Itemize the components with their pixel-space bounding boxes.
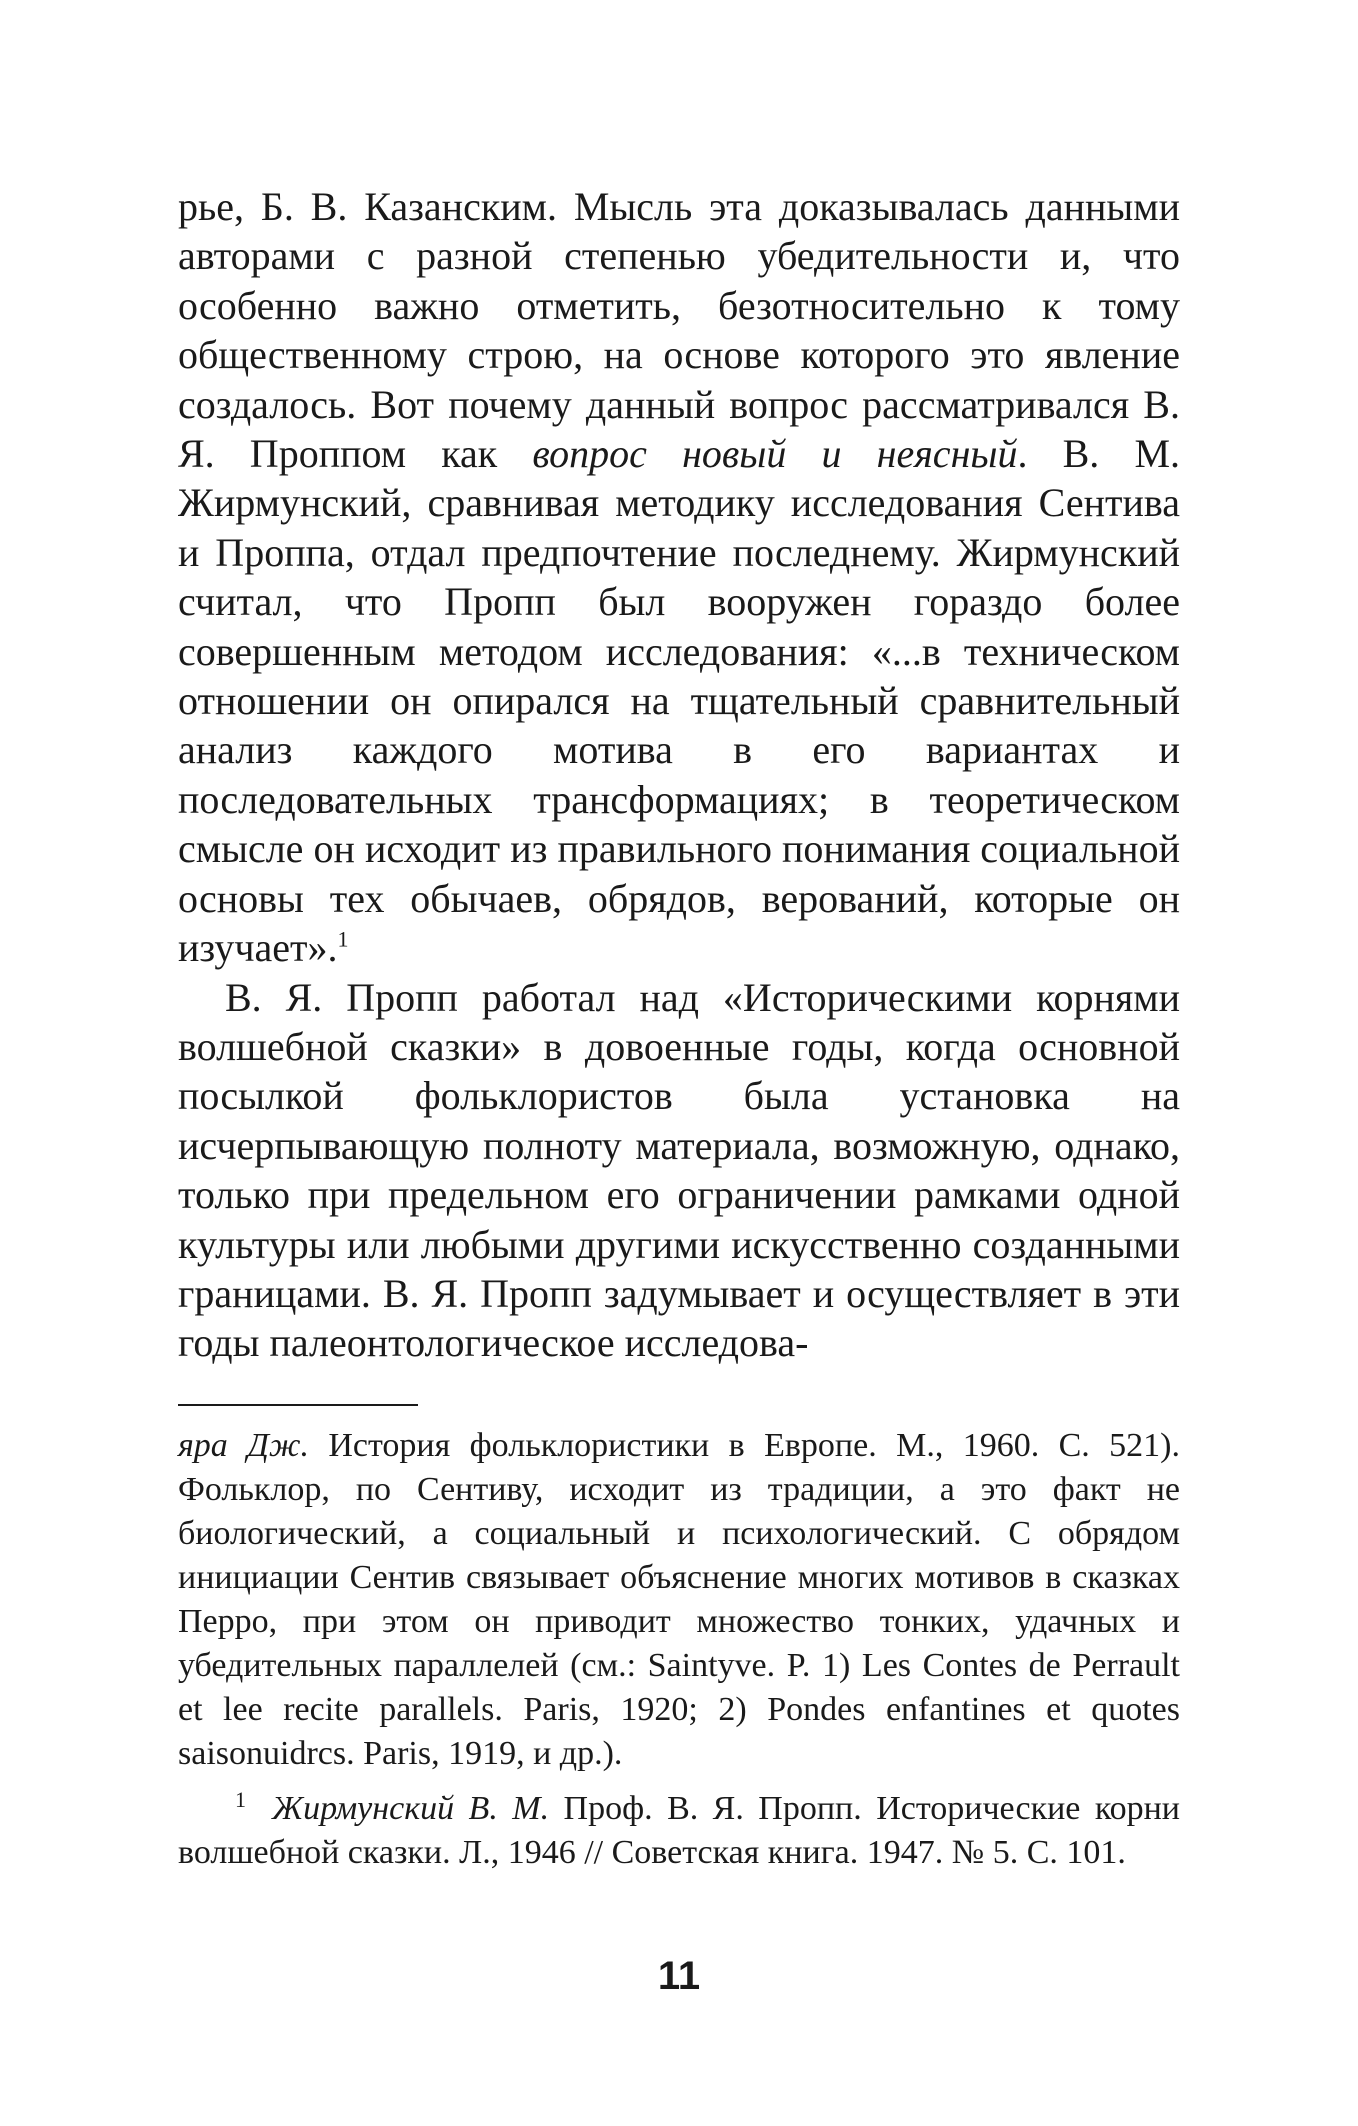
paragraph-2: В. Я. Пропп работал над «Историческими корнями волшебной сказки» в довоенные годы, когда основной посылкой фольклористов была установка на исчерпывающую полноту материала, возможную, однако, только при предельном его ограничении рамками одной культуры или любыми другими искусственно созданными границами. В. Я. Пропп задумывает и осуществляет в эти годы палеонтологическое исследова- [178,974,1180,1366]
page-number: 11 [657,1954,701,1998]
footnote-continuation-text: История фольклористики в Европе. М., 1960. С. 521). Фольклор, по Сентиву, исходит из традиции, а это факт не биологический, а социальный и психологический. С обрядом инициации Сентив связывает объяснение многих мотивов в сказках Перро, при этом он приводит множество тонких, удачных и убедительных параллелей (см.: Saintyve. P. 1) Les Contes de Perrault et lee recite parallels. Paris, 1920; 2) Pondes enfantines et quotes saisonuidrcs. Paris, 1919, и др.). [178,1427,1180,1772]
paragraph-1-italic: вопрос новый и неясный [532,431,1018,477]
paragraph-1-text-b: . В. М. Жирмунский, сравнивая методику исследования Сентива и Проппа, отдал предпочтение последнему. Жирмунский считал, что Пропп был вооружен гораздо более совершенным методом исследования: «...в техническом отношении он опирался на тщательный сравнительный анализ каждого мотива в его вариантах и последовательных трансформациях; в теоретическом смысле он исходит из правильного понимания социальной основы тех обычаев, обрядов, верований, которые он изучает». [178,431,1181,971]
footnote-ref-1[interactable]: 1 [337,926,349,952]
footnote-continuation-italic: яра Дж. [178,1427,309,1464]
footnote-1-text: Проф. В. Я. Пропп. Исторические корни волшебной сказки. Л., 1946 // Советская книга. 1947. № 5. С. 101. [178,1790,1181,1871]
page-body [178,182,1180,1368]
footnote-1-author: Жирмунский В. М. [272,1790,550,1827]
main-text [178,182,1180,1368]
footnote-1 [178,1787,1180,1875]
paragraph-1 [178,182,1180,973]
footnote-continuation [178,1424,1180,1776]
footnotes [178,1424,1180,1875]
footnote-divider [178,1404,418,1406]
paragraph-1-text-a: рье, Б. В. Казанским. Мысль эта доказывалась данными авторами с разной степенью убедительности и, что особенно важно отметить, безотносительно к тому общественному строю, на основе которого это явление создалось. Вот почему данный вопрос рассматривался В. Я. Проппом как [178,184,1180,477]
footnote-1-mark: 1 [235,1786,246,1812]
